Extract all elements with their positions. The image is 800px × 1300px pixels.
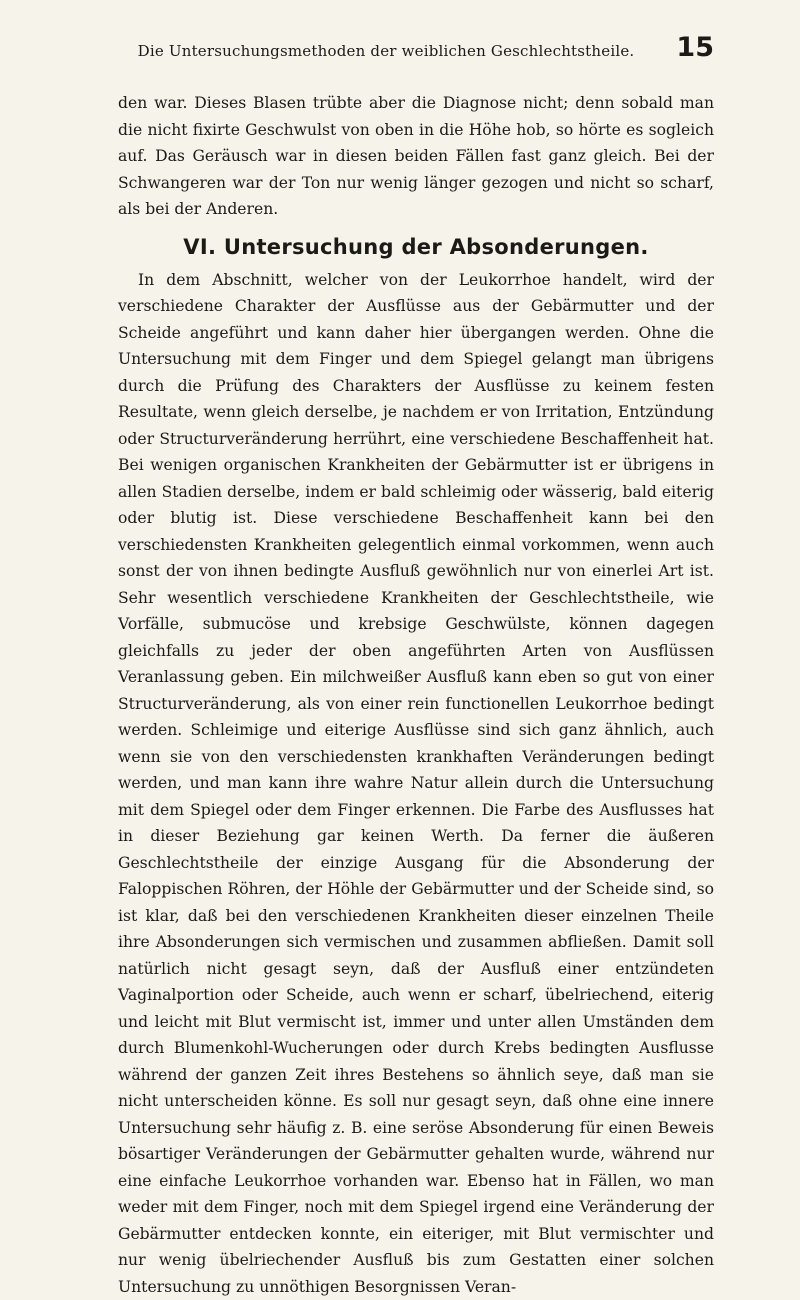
main-paragraph: In dem Abschnitt, welcher von der Leukorrhoe handelt, wird der verschiedene Charakter der Ausflüsse aus der Gebärmutter und der Scheide angeführt und kann daher hier übergangen werden. Ohne die Untersuchung mit dem Finger und dem Spiegel gelangt man übrigens durch die Prüfung des Charakters der Ausflüsse zu keinem festen Resultate, wenn gleich derselbe, je nachdem er von Irritation, Entzündung oder Structurveränderung herrührt, eine verschiedene Beschaffenheit hat. Bei wenigen organischen Krankheiten der Gebärmutter ist er übrigens in allen Stadien derselbe, indem er bald schleimig oder wässerig, bald eiterig oder blutig ist. Diese verschiedene Beschaffenheit kann bei den verschiedensten Krankheiten gelegentlich einmal vorkommen, wenn auch sonst der von ihnen bedingte Ausfluß gewöhnlich nur von einerlei Art ist. Sehr wesentlich verschiedene Krankheiten der Geschlechtstheile, wie Vorfälle, submucöse und krebsige Geschwülste, können dagegen gleichfalls zu jeder der oben angeführten Arten von Ausflüssen Veranlassung geben. Ein milchweißer Ausfluß kann eben so gut von einer Structurveränderung, als von einer rein functionellen Leukorrhoe bedingt werden. Schleimige und eiterige Ausflüsse sind sich ganz ähnlich, auch wenn sie von den verschiedensten krankhaften Veränderungen bedingt werden, und man kann ihre wahre Natur allein durch die Untersuchung mit dem Spiegel oder dem Finger erkennen. Die Farbe des Ausflusses hat in dieser Beziehung gar keinen Werth. Da ferner die äußeren Geschlechtstheile der einzige Ausgang für die Absonderung der Faloppischen Röhren, der Höhle der Gebärmutter und der Scheide sind, so ist klar, daß bei den verschiedenen Krankheiten dieser einzelnen Theile ihre Absonderungen sich vermischen und zusammen abfließen. Damit soll natürlich nicht gesagt seyn, daß der Ausfluß einer entzündeten Vaginalportion oder Scheide, auch wenn er scharf, übelriechend, eiterig und leicht mit Blut vermischt ist, immer und unter allen Umständen dem durch Blumenkohl-Wucherungen oder durch Krebs bedingten Ausflusse während der ganzen Zeit ihres Bestehens so ähnlich seye, daß man sie nicht unterscheiden könne. Es soll nur gesagt seyn, daß ohne eine innere Untersuchung sehr häufig z. B. eine seröse Absonderung für einen Beweis bösartiger Veränderungen der Gebärmutter gehalten wurde, während nur eine einfache Leukorrhoe vorhanden war. Ebenso hat in Fällen, wo man weder mit dem Finger, noch mit dem Spiegel irgend eine Veränderung der Gebärmutter entdecken konnte, ein eiteriger, mit Blut vermischter und nur wenig übelriechender Ausfluß bis zum Gestatten einer solchen Untersuchung zu unnöthigen Besorgnissen Veran- [118,267,714,1300]
running-head [118,34,714,90]
page-number: 15 [676,32,714,63]
running-title: Die Untersuchungsmethoden der weiblichen Geschlechtstheile. [118,42,654,60]
intro-paragraph: den war. Dieses Blasen trübte aber die Diagnose nicht; denn sobald man die nicht fixirte Geschwulst von oben in die Höhe hob, so hörte es sogleich auf. Das Geräusch war in diesen beiden Fällen fast ganz gleich. Bei der Schwangeren war der Ton nur wenig länger gezogen und nicht so scharf, als bei der Anderen. [118,90,714,223]
section-heading: VI. Untersuchung der Absonderungen. [118,235,714,259]
